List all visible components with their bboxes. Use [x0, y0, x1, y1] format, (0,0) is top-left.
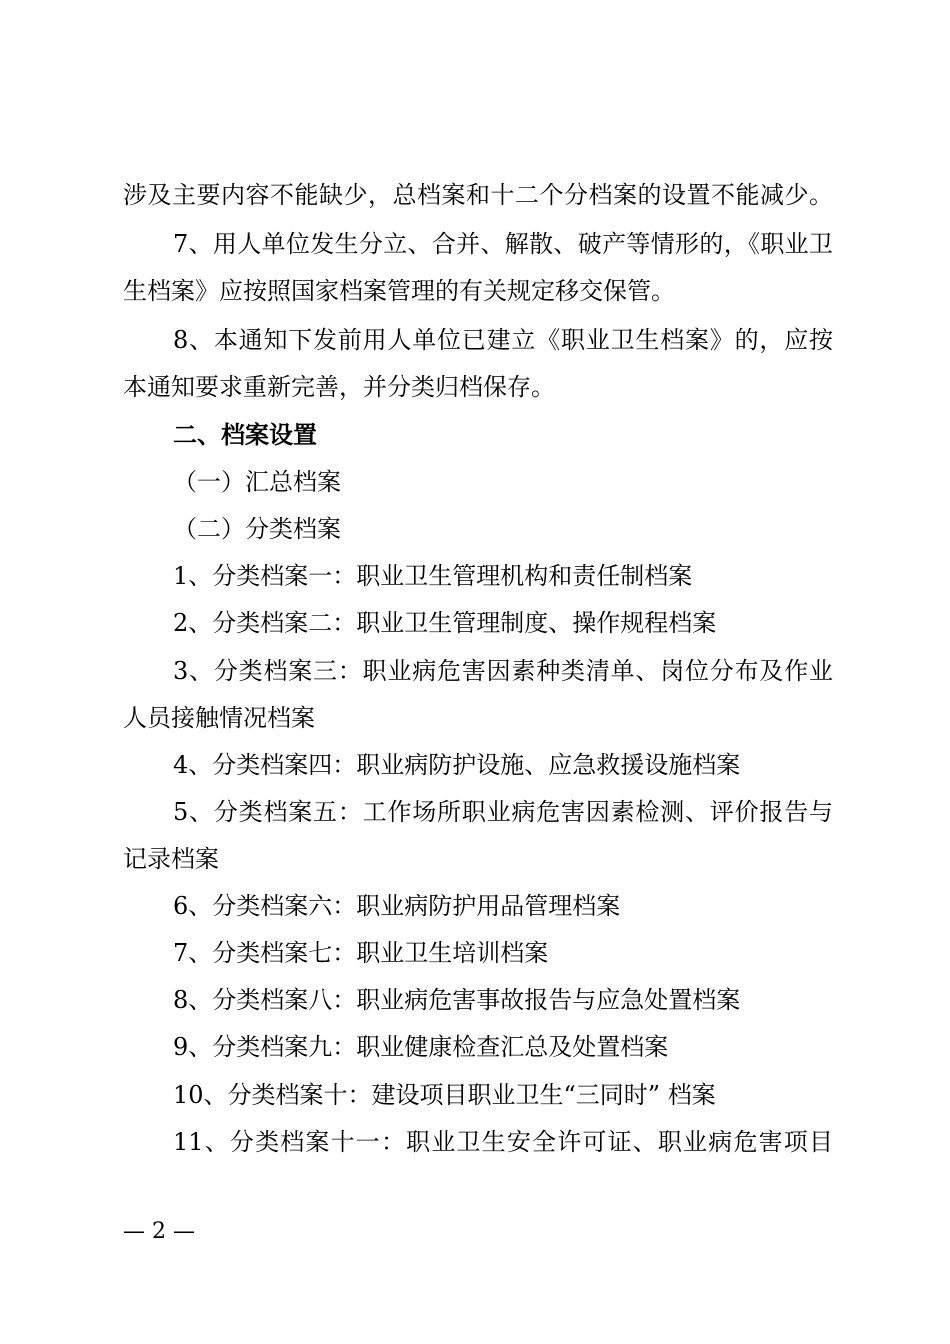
body-text-line: 8、本通知下发前用人单位已建立《职业卫生档案》的，应按: [173, 326, 833, 354]
body-text-line: 涉及主要内容不能缺少，总档案和十二个分档案的设置不能减少。: [123, 181, 833, 209]
list-item: 6、分类档案六：职业病防护用品管理档案: [173, 892, 621, 920]
body-text-line: 7、用人单位发生分立、合并、解散、破产等情形的，《职业卫: [173, 230, 833, 258]
body-text-line: 本通知要求重新完善，并分类归档保存。: [123, 373, 555, 401]
list-item: 9、分类档案九：职业健康检查汇总及处置档案: [173, 1033, 669, 1061]
subsection-heading: （二）分类档案: [173, 515, 341, 543]
list-item: 11、分类档案十一：职业卫生安全许可证、职业病危害项目: [173, 1128, 833, 1156]
subsection-heading: （一）汇总档案: [173, 468, 341, 496]
list-item: 8、分类档案八：职业病危害事故报告与应急处置档案: [173, 986, 741, 1014]
body-text-line: 生档案》应按照国家档案管理的有关规定移交保管。: [123, 277, 675, 305]
list-item: 2、分类档案二：职业卫生管理制度、操作规程档案: [173, 609, 717, 637]
list-item-continuation: 人员接触情况档案: [123, 704, 315, 732]
section-heading: 二、档案设置: [173, 420, 317, 449]
list-item: 7、分类档案七：职业卫生培训档案: [173, 939, 549, 967]
list-item: 5、分类档案五：工作场所职业病危害因素检测、评价报告与: [173, 798, 833, 826]
list-item: 10、分类档案十：建设项目职业卫生“三同时” 档案: [173, 1081, 716, 1109]
list-item: 3、分类档案三：职业病危害因素种类清单、岗位分布及作业: [173, 657, 833, 685]
list-item: 4、分类档案四：职业病防护设施、应急救援设施档案: [173, 751, 741, 779]
page-number: — 2 —: [123, 1219, 195, 1244]
list-item-continuation: 记录档案: [123, 845, 219, 873]
list-item: 1、分类档案一：职业卫生管理机构和责任制档案: [173, 562, 693, 590]
